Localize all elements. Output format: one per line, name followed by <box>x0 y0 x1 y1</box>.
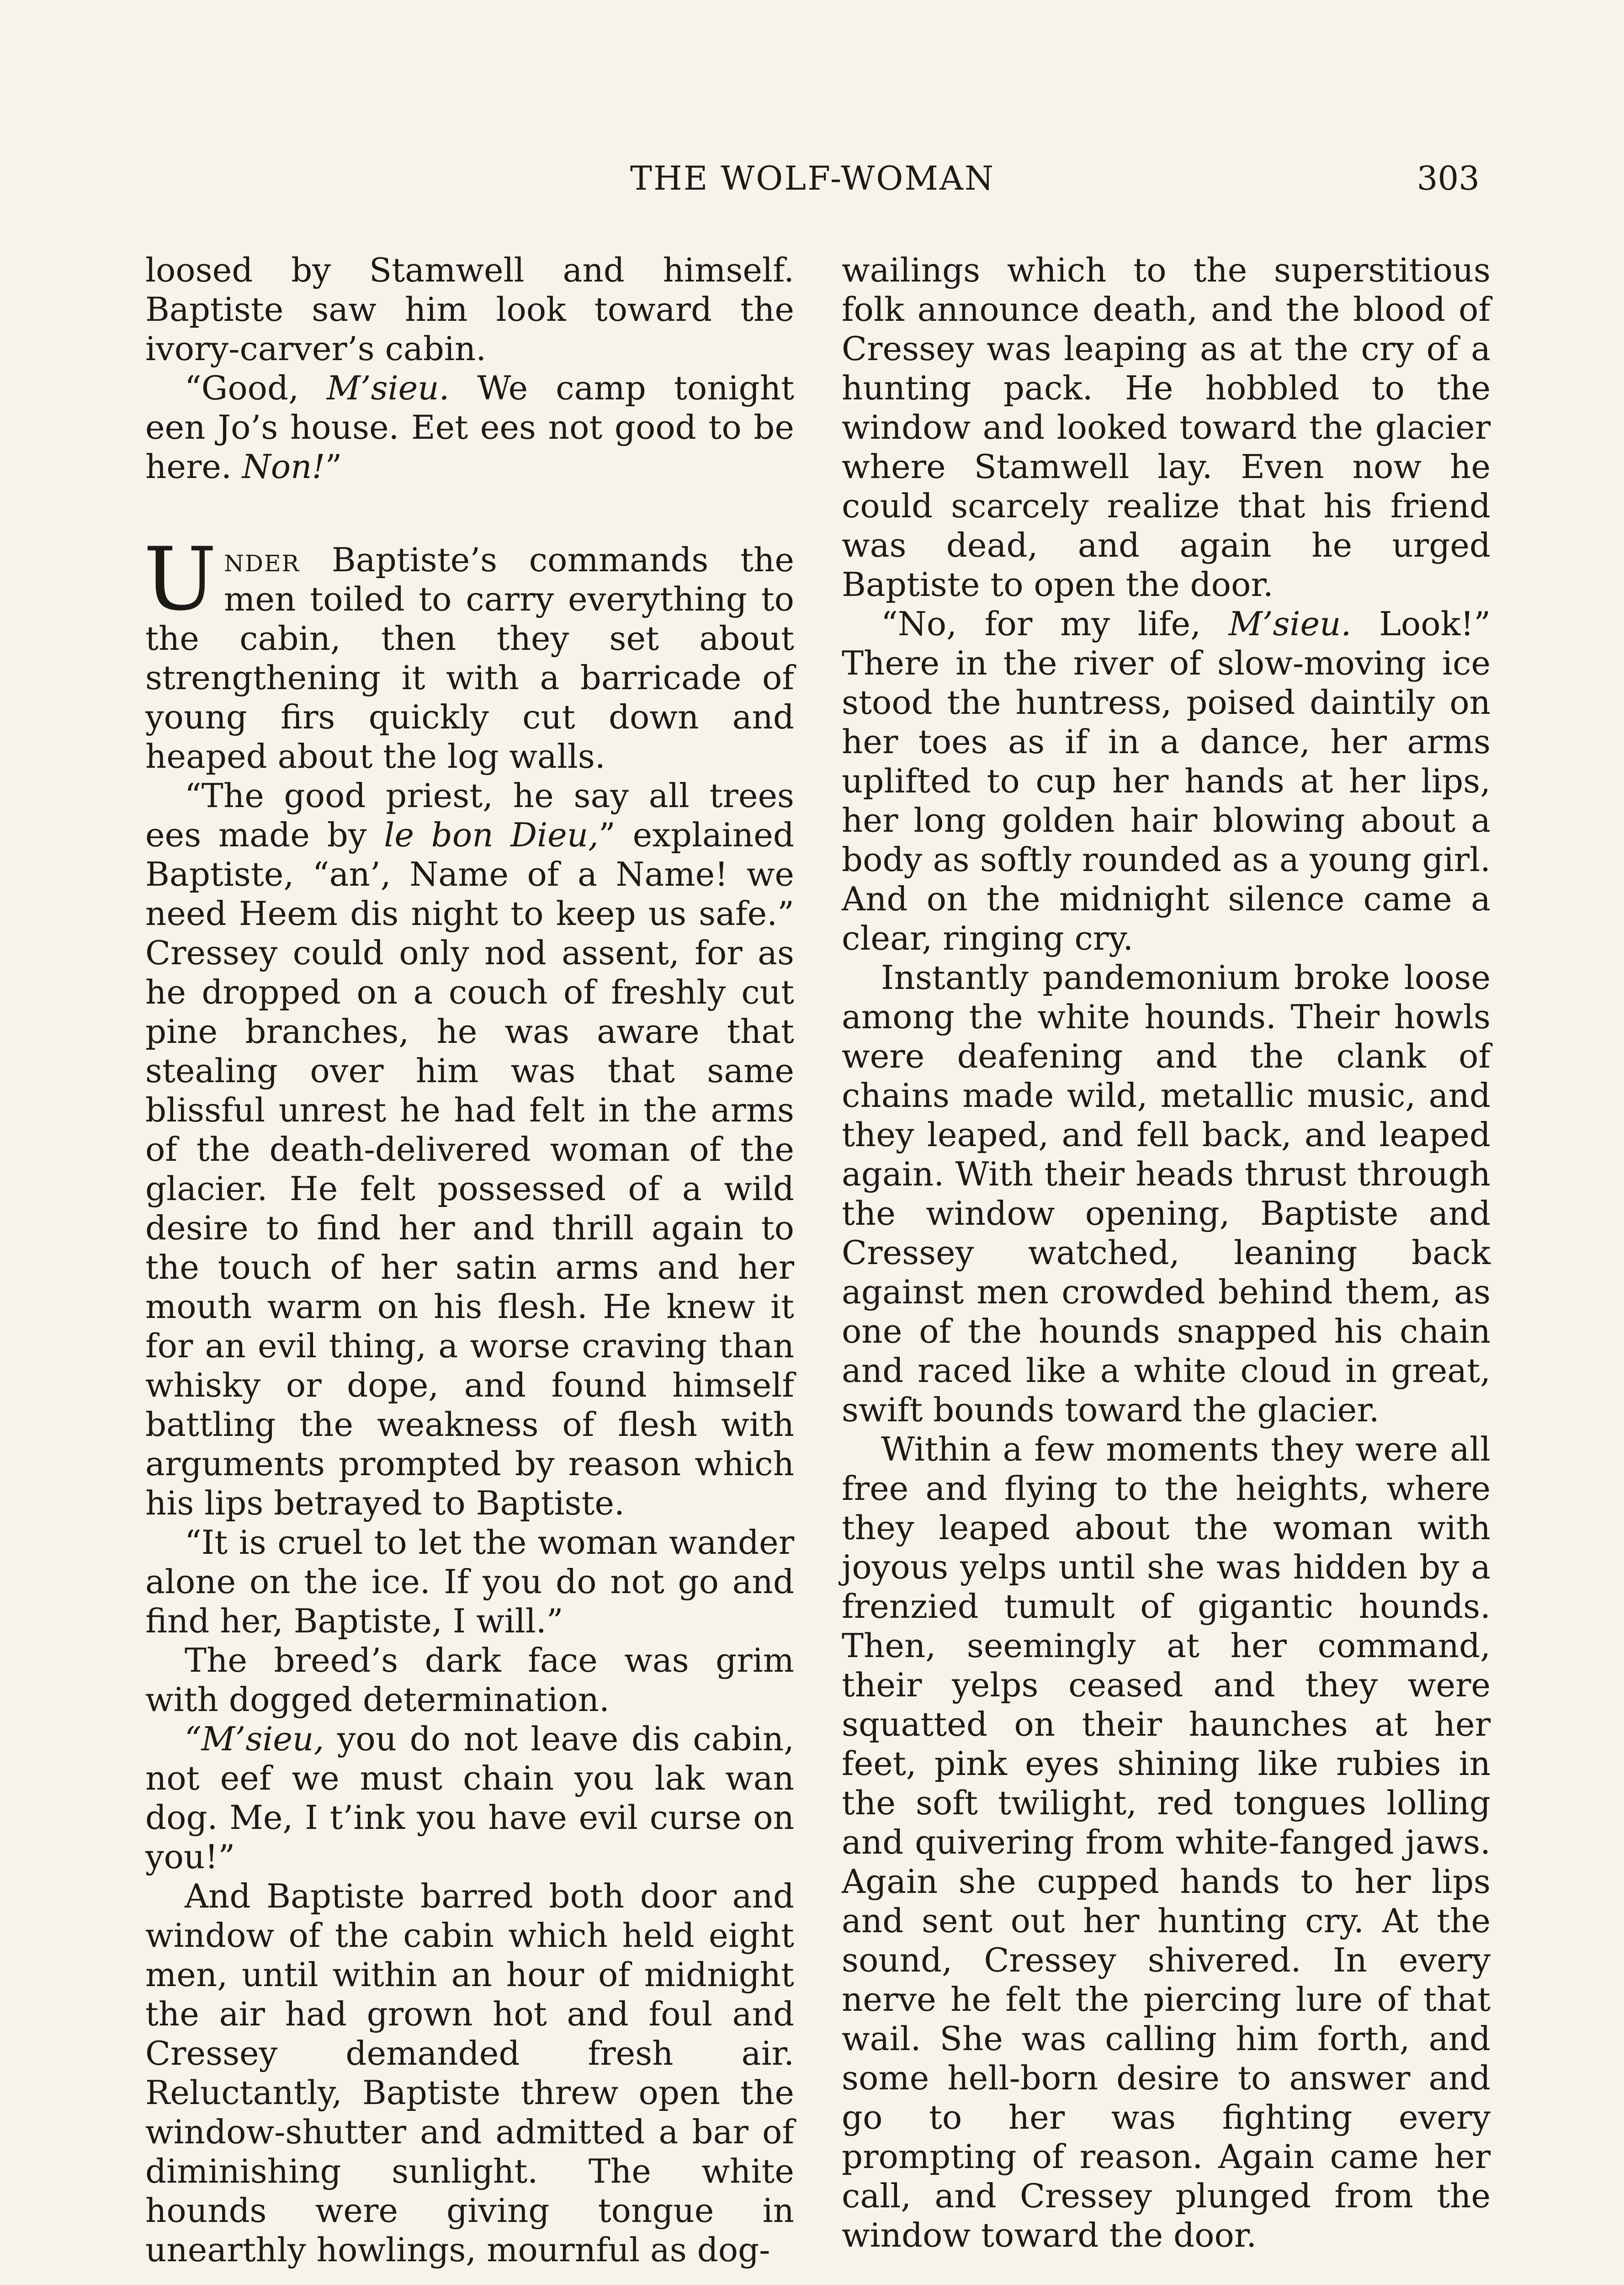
italic-text: le bon Dieu, <box>384 816 599 854</box>
text-run: ” <box>325 447 342 486</box>
paragraph <box>145 368 794 486</box>
italic-text: M’sieu. <box>327 369 450 407</box>
page-header <box>145 151 1480 206</box>
paragraph: Within a few moments they were all free and flying to the heights, where they leaped about the woman with joyous yelps until she was hidden by a frenzied tumult of gigantic hounds. Then, seemingly at her command, their yelps ceased and they were squatted on their haunches at her feet, pink eyes shining like rubies in the soft twilight, red tongues lolling and quivering from white-fanged jaws. Again she cupped hands to her lips and sent out her hunting cry. At the sound, Cressey shivered. In every nerve he felt the piercing lure of that wail. She was calling him forth, and some hell-born desire to answer and go to her was fighting every prompting of reason. Again came her call, and Cressey plunged from the window toward the door. <box>842 1430 1491 2254</box>
paragraph <box>842 604 1491 958</box>
paragraph: And Baptiste barred both door and window of the cabin which held eight men, until within an hour of midnight the air had grown hot and foul and Cressey demanded fresh air. Reluctantly, Baptiste threw open the window-shutter and admitted a bar of diminishing sunlight. The white hounds were giving tongue in unearthly howlings, mournful as dog- <box>145 1877 794 2269</box>
paragraph: Instantly pandemonium broke loose among the white hounds. Their howls were deafening and the clank of chains made wild, metallic music, and they leaped, and fell back, and leaped again. With their heads thrust through the window opening, Baptiste and Cressey watched, leaning back against men crowded behind them, as one of the hounds snapped his chain and raced like a white cloud in great, swift bounds toward the glacier. <box>842 958 1491 1429</box>
paragraph: loosed by Stamwell and himself. Baptiste saw him look toward the ivory-carver’s cabin. <box>145 251 794 368</box>
paragraph: “It is cruel to let the woman wander alone on the ice. If you do not go and find her, Baptiste, I will.” <box>145 1523 794 1640</box>
text-run: Baptiste’s commands the men toiled to carry everything to the cabin, then they set about strengthening it with a barricade of young firs quickly cut down and heaped about the log walls. <box>145 541 794 776</box>
text-run: ” explained Baptiste, “an’, Name of a Name! we need Heem dis night to keep us safe.” Cressey could only nod assent, for as he dropped on a couch of freshly cut pine branches, he was aware that stealing over him was that same blissful unrest he had felt in the arms of the death-delivered woman of the glacier. He felt possessed of a wild desire to find her and thrill again to the touch of her satin arms and her mouth warm on his flesh. He knew it for an evil thing, a worse craving than whisky or dope, and found himself battling the weakness of flesh with arguments prompted by reason which his lips betrayed to Baptiste. <box>145 816 794 1522</box>
section-start-paragraph <box>143 529 794 776</box>
text-run: “The good priest, he say all trees ees made by <box>145 776 794 854</box>
text-run: “No, for my life, <box>881 605 1229 643</box>
right-column <box>842 250 1491 2255</box>
drop-cap: U <box>143 529 217 630</box>
text-run: Look!” There in the river of slow-moving ice stood the huntress, poised daintily on her toes as if in a dance, her arms uplifted to cup her hands at her lips, her long golden hair blowing about a body as softly rounded as a young girl. And on the midnight silence came a clear, ringing cry. <box>842 605 1491 957</box>
paragraph: The breed’s dark face was grim with dogged determination. <box>145 1641 794 1719</box>
running-title: THE WOLF-WOMAN <box>630 159 995 197</box>
paragraph <box>145 1719 794 1876</box>
italic-text: “M’sieu, <box>185 1720 324 1758</box>
italic-text: Non! <box>242 447 325 486</box>
text-run: you do not leave dis cabin, not eef we must chain you lak wan dog. Me, I t’ink you have evil curse on you!” <box>145 1720 794 1876</box>
italic-text: M’sieu. <box>1228 605 1352 643</box>
small-caps-text: nder <box>224 541 300 579</box>
paragraph: wailings which to the superstitious folk announce death, and the blood of Cressey was leaping as at the cry of a hunting pack. He hobbled to the window and looked toward the glacier where Stamwell lay. Even now he could scarcely realize that his friend was dead, and again he urged Baptiste to open the door. <box>842 251 1491 604</box>
text-run: “Good, <box>185 369 327 407</box>
paragraph <box>145 776 794 1523</box>
page-number: 303 <box>1417 159 1480 197</box>
text-run: We camp tonight een Jo’s house. Eet ees not good to be here. <box>145 369 794 486</box>
left-column <box>145 250 794 2269</box>
